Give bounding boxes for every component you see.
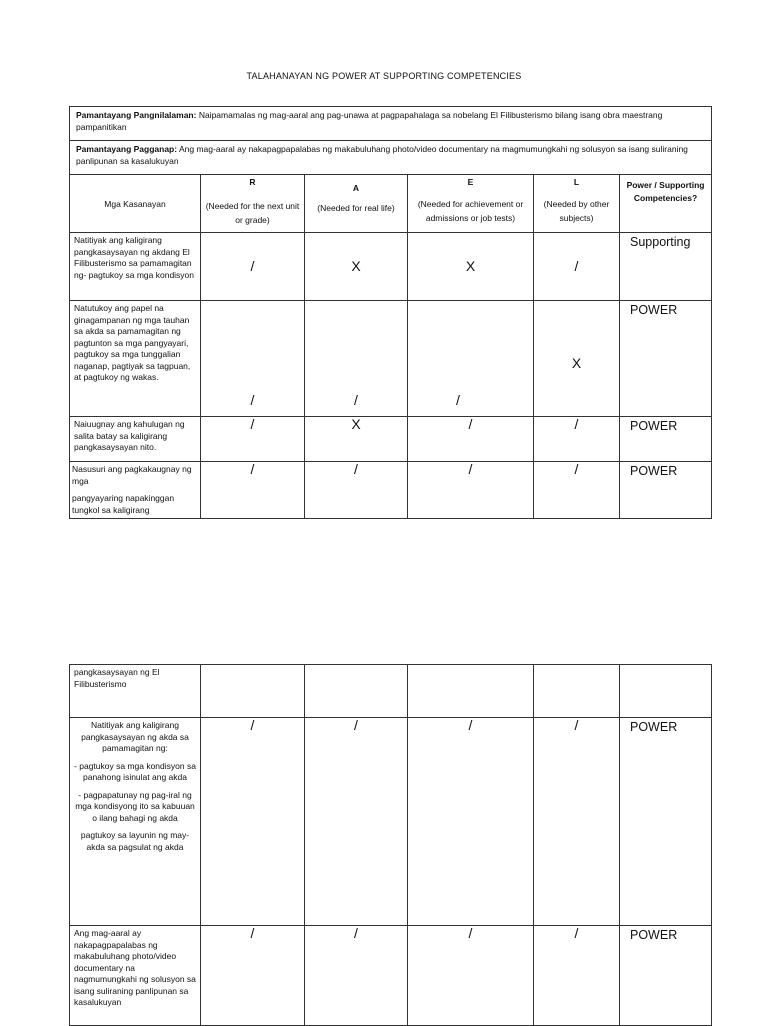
r-mark: /	[201, 718, 305, 926]
content-standard-cell	[70, 107, 712, 141]
empty-cell	[408, 665, 534, 718]
table-row	[70, 233, 712, 301]
table-row	[70, 462, 712, 519]
r-mark: /	[201, 301, 305, 417]
header-l	[534, 175, 620, 233]
header-r	[201, 175, 305, 233]
e-mark: X	[408, 233, 534, 301]
a-mark: /	[305, 301, 408, 417]
skill-line: Nasusuri ang pagkakaugnay ng mga	[72, 464, 192, 486]
header-skills-label: Mga Kasanayan	[104, 198, 166, 209]
empty-cell	[305, 665, 408, 718]
header-l-desc: (Needed by other subjects)	[543, 198, 610, 223]
table-row	[70, 926, 712, 1026]
table-row	[70, 665, 712, 718]
skill-cell	[70, 462, 201, 519]
a-mark: /	[305, 926, 408, 1026]
skill-cell: pangkasaysayan ng El Filibusterismo	[70, 665, 201, 718]
header-ps	[620, 175, 712, 233]
l-mark: /	[534, 718, 620, 926]
skill-line: pangyayaring napakinggan tungkol sa kaligirang	[72, 493, 175, 515]
content-standard-row	[70, 107, 712, 141]
table-row	[70, 417, 712, 462]
e-mark: /	[408, 462, 534, 519]
r-mark: /	[201, 926, 305, 1026]
r-mark: /	[201, 417, 305, 462]
skill-line: - pagtukoy sa mga kondisyon sa panahong isinulat ang akda	[74, 760, 196, 782]
l-mark: /	[534, 417, 620, 462]
skill-cell: Natitiyak ang kaligirang pangkasaysayan ng akdang El Filibusterismo sa pamamagitan ng- pagtukoy sa mga kondisyon	[70, 233, 201, 301]
header-e	[408, 175, 534, 233]
document-title: TALAHANAYAN NG POWER AT SUPPORTING COMPETENCIES	[246, 71, 522, 81]
power-supporting-value: Supporting	[620, 233, 712, 301]
skill-cell: Naiuugnay ang kahulugan ng salita batay sa kaligirang pangkasaysayan nito.	[70, 417, 201, 462]
skill-cell: Ang mag-aaral ay nakapagpapalabas ng makabuluhang photo/video documentary na nagmumungkahi ng solusyon sa isang suliraning panlipunan sa kasalukuyan	[70, 926, 201, 1026]
power-supporting-value: POWER	[620, 301, 712, 417]
content-standard-label: Pamantayang Pangnilalaman:	[76, 110, 197, 120]
header-ps-label: Power / Supporting Competencies?	[626, 180, 705, 203]
header-r-desc: (Needed for the next unit or grade)	[205, 200, 300, 225]
r-mark: /	[201, 233, 305, 301]
header-l-letter: L	[573, 177, 580, 187]
content-standard-text: Naipamamalas ng mag-aaral ang pag-unawa at pagpapahalaga sa nobelang El Filibusterismo bilang isang obra maestrang pampanitikan	[76, 110, 663, 132]
empty-cell	[534, 665, 620, 718]
performance-standard-label: Pamantayang Pagganap:	[76, 144, 178, 154]
power-supporting-value: POWER	[620, 718, 712, 926]
table-row	[70, 718, 712, 926]
empty-cell	[201, 665, 305, 718]
header-a-letter: A	[352, 183, 360, 193]
l-mark: /	[534, 926, 620, 1026]
power-supporting-value: POWER	[620, 462, 712, 519]
skill-cell	[70, 718, 201, 926]
header-r-letter: R	[249, 177, 256, 187]
skill-line: - pagpapatunay ng pag-iral ng mga kondisyong ito sa kabuuan o ilang bahagi ng akda	[75, 789, 195, 823]
e-mark: /	[408, 417, 534, 462]
power-supporting-value: POWER	[620, 926, 712, 1026]
competency-table-continued	[69, 664, 712, 1026]
header-skills	[70, 175, 201, 233]
header-row	[70, 175, 712, 233]
performance-standard-cell	[70, 141, 712, 175]
a-mark: /	[305, 462, 408, 519]
l-mark: /	[534, 462, 620, 519]
header-a	[305, 175, 408, 233]
l-mark: /	[534, 233, 620, 301]
header-e-letter: E	[467, 177, 474, 187]
a-mark: X	[305, 417, 408, 462]
e-mark: /	[408, 926, 534, 1026]
table-row	[70, 301, 712, 417]
a-mark: X	[305, 233, 408, 301]
l-mark: X	[534, 301, 620, 417]
skill-cell: Natutukoy ang papel na ginagampanan ng mga tauhan sa akda sa pamamagitan ng pagtunton sa mga pangyayari, pagtukoy sa mga tunggalian naganap, pagtiyak sa tagpuan, at pagtukoy ng wakas.	[70, 301, 201, 417]
competency-table	[69, 106, 712, 519]
a-mark: /	[305, 718, 408, 926]
empty-cell	[620, 665, 712, 718]
r-mark: /	[201, 462, 305, 519]
header-e-desc: (Needed for achievement or admissions or job tests)	[417, 198, 524, 223]
e-mark: /	[408, 301, 534, 417]
power-supporting-value: POWER	[620, 417, 712, 462]
performance-standard-text: Ang mag-aaral ay nakapagpapalabas ng makabuluhang photo/video documentary na magmumungkahi ng solusyon sa isang suliraning panlipunan sa kasalukuyan	[76, 144, 688, 166]
performance-standard-row	[70, 141, 712, 175]
header-a-desc: (Needed for real life)	[317, 202, 395, 213]
e-mark: /	[408, 718, 534, 926]
skill-line: pagtukoy sa layunin ng may-akda sa pagsulat ng akda	[80, 830, 190, 852]
skill-line: Natitiyak ang kaligirang pangkasaysayan ng akda sa pamamagitan ng:	[81, 720, 189, 753]
